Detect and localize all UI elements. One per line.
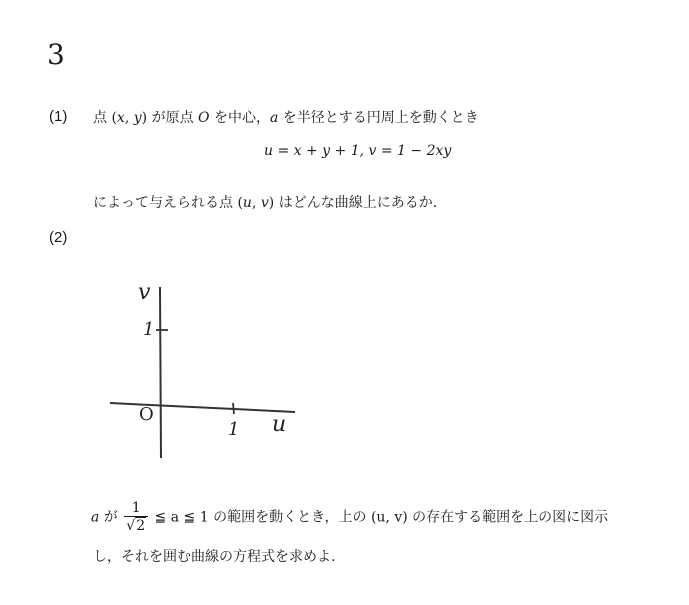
- part1-conclusion-b: ) はどんな曲線上にあるか.: [268, 195, 438, 211]
- u-axis-label: u: [272, 412, 287, 437]
- part2-statement: [91, 500, 608, 535]
- v-tick-label: 1: [143, 319, 155, 340]
- sqrt-icon: √: [126, 518, 136, 534]
- part1-intro-d: を半径とする円周上を動くとき: [278, 110, 479, 126]
- comma: ,: [124, 110, 134, 126]
- part2-label: (2): [49, 229, 68, 246]
- part1-statement: [93, 107, 479, 127]
- u-tick-label: 1: [228, 419, 240, 440]
- fraction-numerator: 1: [124, 500, 148, 517]
- u-tick: [233, 403, 234, 414]
- var-O: O: [198, 110, 210, 126]
- part1-label: (1): [49, 108, 68, 125]
- comma: ,: [251, 195, 261, 211]
- part2-ga: が: [99, 509, 123, 526]
- var-v: v: [260, 195, 269, 211]
- part1-intro-a: 点 (: [93, 110, 117, 126]
- fraction-one-over-root-two: [124, 500, 148, 535]
- problem-number: 3: [47, 38, 65, 71]
- part1-conclusion: [93, 192, 437, 212]
- var-a: a: [91, 509, 100, 526]
- part1-conclusion-a: によって与えられる点 (: [93, 195, 243, 211]
- v-axis: [160, 287, 161, 458]
- var-y: y: [133, 110, 142, 126]
- part1-intro-c: を中心，: [209, 110, 270, 126]
- var-a: a: [269, 110, 279, 126]
- fraction-denominator: [124, 517, 148, 535]
- sqrt-argument: 2: [136, 518, 146, 534]
- origin-label: O: [139, 404, 154, 425]
- v-axis-label: v: [138, 280, 151, 305]
- part1-intro-b: ) が原点: [141, 110, 199, 126]
- var-x: x: [116, 110, 125, 126]
- uv-graph: [100, 275, 310, 470]
- part2-line2: し，それを囲む曲線の方程式を求めよ.: [93, 549, 336, 565]
- u-axis: [110, 403, 295, 412]
- part2-inequality-text: ≦ a ≦ 1 の範囲を動くとき，上の (u, v) の存在する範囲を上の図に図示: [150, 509, 609, 526]
- var-u: u: [242, 195, 252, 211]
- part1-equation: u = x + y + 1, v = 1 − 2xy: [264, 143, 452, 159]
